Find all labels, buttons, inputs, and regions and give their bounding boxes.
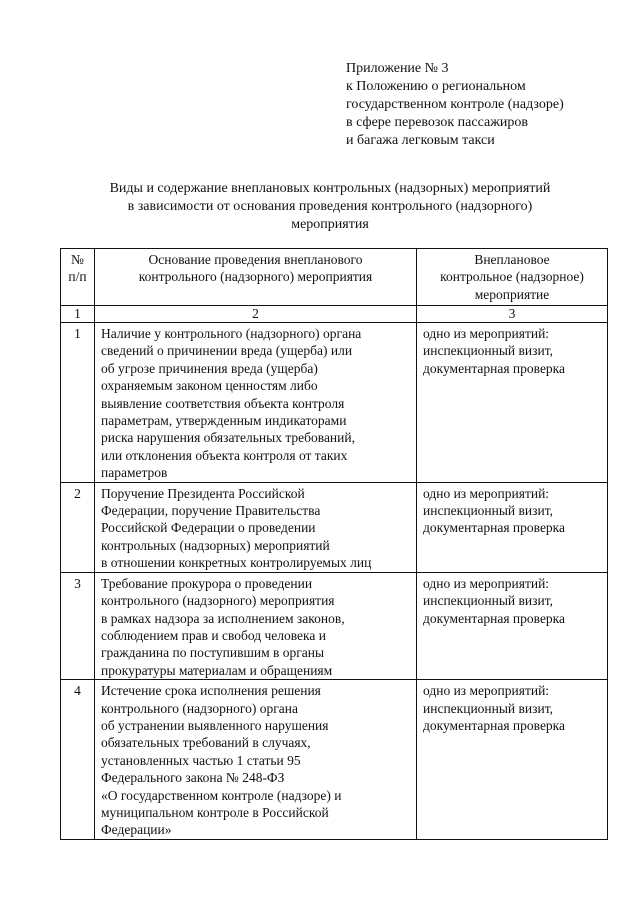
appendix-line: в сфере перевозок пассажиров — [346, 115, 528, 130]
basis-line: сведений о причинении вреда (ущерба) или — [101, 343, 353, 359]
event-line: одно из мероприятий: — [423, 575, 550, 591]
basis-line: Федерации» — [101, 822, 172, 838]
title-line: в зависимости от основания проведения контрольного (надзорного) — [127, 199, 533, 214]
basis-line: Поручение Президента Российской — [101, 485, 305, 501]
basis-line: в рамках надзора за исполнением законов, — [101, 610, 345, 626]
row-basis — [95, 323, 417, 483]
row-event — [417, 482, 608, 572]
basis-line: об устранении выявленного нарушения — [101, 717, 329, 733]
event-line: инспекционный визит, — [423, 343, 553, 359]
column-number: 3 — [417, 306, 608, 323]
basis-line: «О государственном контроле (надзоре) и — [101, 787, 342, 803]
appendix-line: и багажа легковым такси — [346, 133, 495, 148]
row-event — [417, 572, 608, 679]
event-line: одно из мероприятий: — [423, 485, 550, 501]
basis-line: контрольного (надзорного) мероприятия — [101, 593, 335, 609]
event-line: инспекционный визит, — [423, 593, 553, 609]
table-row — [61, 572, 608, 679]
basis-line: обязательных требований в случаях, — [101, 735, 311, 751]
table-row — [61, 323, 608, 483]
appendix-line: государственном контроле (надзоре) — [346, 97, 564, 112]
event-line: документарная проверка — [423, 610, 566, 626]
row-basis — [95, 482, 417, 572]
basis-line: Федерального закона № 248-ФЗ — [101, 770, 285, 786]
basis-line: охраняемым законом ценностям либо — [101, 378, 318, 394]
row-number: 2 — [61, 482, 95, 572]
basis-line: выявление соответствия объекта контроля — [101, 395, 345, 411]
row-number: 3 — [61, 572, 95, 679]
basis-line: параметрам, утвержденным индикаторами — [101, 413, 347, 429]
column-number-row — [61, 306, 608, 323]
event-line: документарная проверка — [423, 717, 566, 733]
header-event — [417, 249, 608, 306]
basis-line: муниципальном контроле в Российской — [101, 804, 329, 820]
header-line: Внеплановое — [474, 252, 550, 267]
header-num — [61, 249, 95, 306]
event-line: документарная проверка — [423, 520, 566, 536]
header-line: контрольное (надзорное) — [440, 269, 584, 285]
event-line: документарная проверка — [423, 360, 566, 376]
header-line: мероприятие — [474, 286, 550, 302]
event-line: инспекционный визит, — [423, 700, 553, 716]
basis-line: параметров — [101, 465, 168, 481]
basis-line: соблюдением прав и свобод человека и — [101, 627, 326, 643]
basis-line: Российской Федерации о проведении — [101, 520, 316, 536]
event-line: одно из мероприятий: — [423, 683, 550, 699]
row-event — [417, 680, 608, 840]
table-header-row — [61, 249, 608, 306]
basis-line: риска нарушения обязательных требований, — [101, 430, 355, 446]
inspection-table — [60, 248, 608, 840]
appendix-header — [346, 60, 564, 150]
basis-line: контрольных (надзорных) мероприятий — [101, 537, 330, 553]
event-line: одно из мероприятий: — [423, 326, 550, 341]
appendix-line: Приложение № 3 — [346, 61, 449, 76]
row-number: 1 — [61, 323, 95, 483]
basis-line: Наличие у контрольного (надзорного) органа — [101, 326, 362, 341]
basis-line: контрольного (надзорного) органа — [101, 700, 298, 716]
title-line: мероприятия — [291, 217, 369, 232]
column-number: 1 — [61, 306, 95, 323]
header-line: Основание проведения внепланового — [148, 252, 363, 267]
header-line: № — [71, 252, 84, 267]
header-basis — [95, 249, 417, 306]
column-number: 2 — [95, 306, 417, 323]
basis-line: Федерации, поручение Правительства — [101, 503, 321, 519]
basis-line: или отклонения объекта контроля от таких — [101, 447, 348, 463]
basis-line: в отношении конкретных контролируемых лиц — [101, 555, 372, 571]
appendix-line: к Положению о региональном — [346, 79, 526, 94]
row-event — [417, 323, 608, 483]
title-line: Виды и содержание внеплановых контрольных (надзорных) мероприятий — [109, 181, 551, 196]
basis-line: установленных частью 1 статьи 95 — [101, 752, 301, 768]
document-title — [60, 180, 600, 234]
basis-line: Истечение срока исполнения решения — [101, 683, 321, 699]
header-line: контрольного (надзорного) мероприятия — [138, 269, 373, 285]
row-basis — [95, 680, 417, 840]
row-basis — [95, 572, 417, 679]
row-number: 4 — [61, 680, 95, 840]
header-line: п/п — [68, 269, 87, 285]
basis-line: гражданина по поступившим в органы — [101, 645, 325, 661]
table-row — [61, 482, 608, 572]
basis-line: об угрозе причинения вреда (ущерба) — [101, 360, 318, 376]
event-line: инспекционный визит, — [423, 503, 553, 519]
table-row — [61, 680, 608, 840]
basis-line: Требование прокурора о проведении — [101, 575, 313, 591]
basis-line: прокуратуры материалам и обращениям — [101, 662, 333, 678]
